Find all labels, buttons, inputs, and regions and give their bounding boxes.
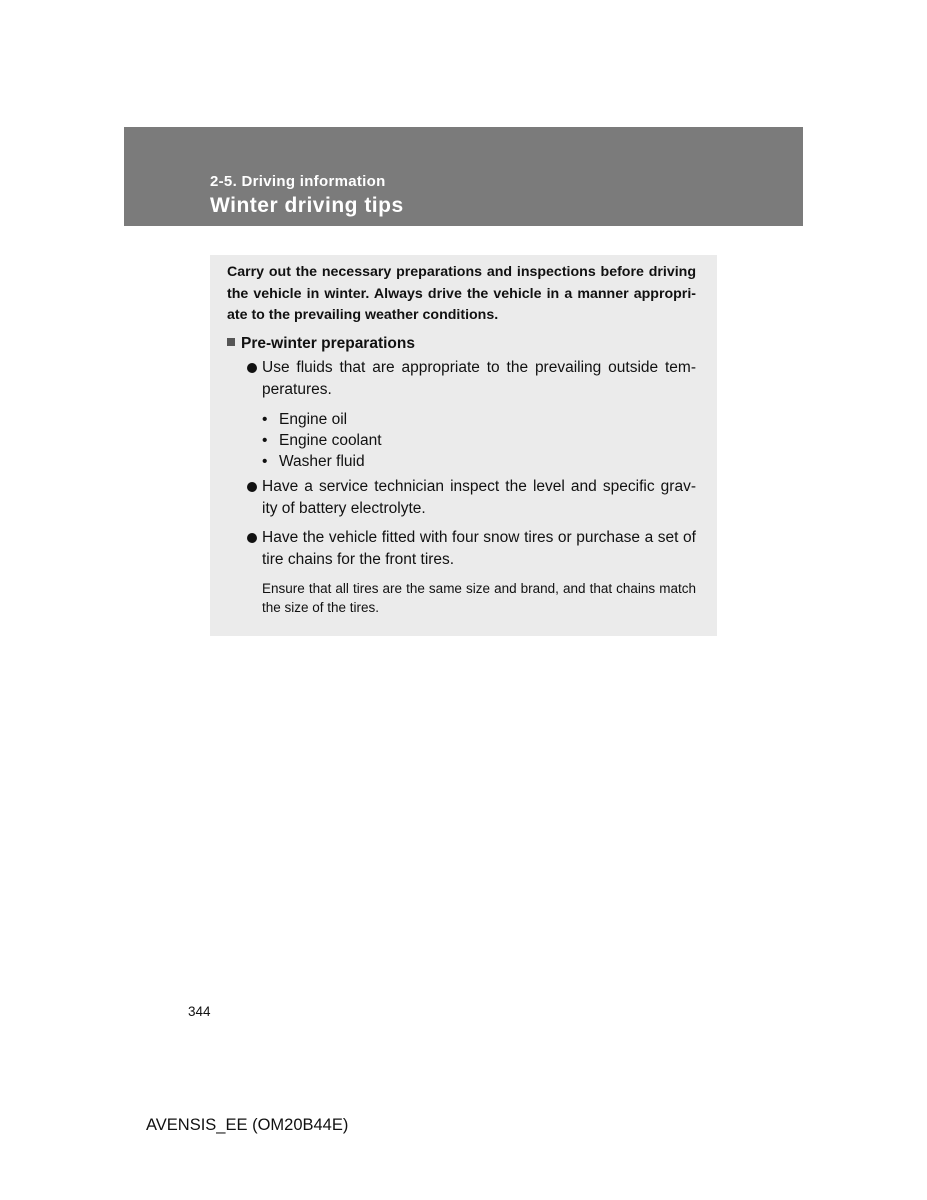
subheading-label: Pre-winter preparations bbox=[241, 335, 415, 352]
small-bullet-icon: • bbox=[262, 432, 268, 449]
list-item bbox=[244, 476, 696, 519]
list-item bbox=[244, 527, 696, 570]
page-number: 344 bbox=[188, 1004, 211, 1019]
sub-list-item-text: Engine oil bbox=[279, 411, 348, 428]
small-bullet-icon: • bbox=[262, 411, 268, 428]
sub-list-item bbox=[262, 430, 382, 451]
sub-list-item-text: Engine coolant bbox=[279, 432, 382, 449]
content-box bbox=[210, 255, 717, 636]
manual-code: AVENSIS_EE (OM20B44E) bbox=[146, 1116, 349, 1134]
list-item bbox=[244, 357, 696, 400]
list-item-text: Use fluids that are appropriate to the prevailing outside tem- peratures. bbox=[262, 359, 696, 398]
sub-list-item bbox=[262, 451, 365, 472]
page-title: Winter driving tips bbox=[210, 194, 404, 217]
header-band bbox=[124, 127, 803, 226]
bullet-dot-icon bbox=[247, 363, 257, 373]
bullet-dot-icon bbox=[247, 533, 257, 543]
section-label: 2-5. Driving information bbox=[210, 173, 386, 190]
list-item-text: Have a service technician inspect the level and specific grav- ity of battery electrolyte. bbox=[262, 478, 696, 517]
list-item-text: Have the vehicle fitted with four snow tires or purchase a set of tire chains for the front tires. bbox=[262, 529, 696, 568]
sub-list-item-text: Washer fluid bbox=[279, 453, 365, 470]
sub-list-item bbox=[262, 409, 347, 430]
bullet-dot-icon bbox=[247, 482, 257, 492]
note-text: Ensure that all tires are the same size and brand, and that chains match the size of the tires. bbox=[262, 581, 696, 615]
square-bullet-icon bbox=[227, 338, 235, 346]
subheading bbox=[227, 334, 415, 354]
small-bullet-icon: • bbox=[262, 453, 268, 470]
intro-text: Carry out the necessary preparations and inspections before driving the vehicle in winter. Always drive the vehicle in a manner appropri- ate to the prevailing weather conditions. bbox=[227, 264, 696, 323]
